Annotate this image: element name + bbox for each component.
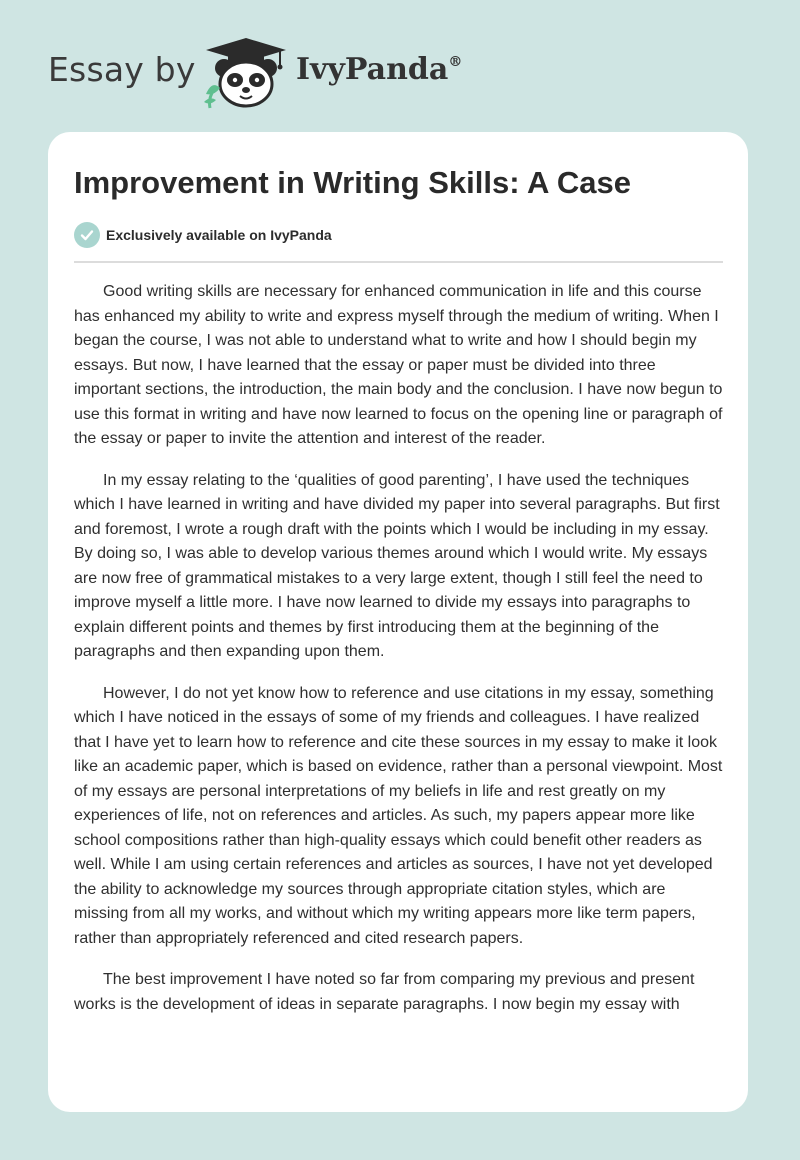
panda-graduate-logo-icon[interactable] [200, 36, 292, 110]
site-header [0, 0, 800, 130]
page-title: Improvement in Writing Skills: A Case [74, 165, 631, 200]
essay-body [74, 280, 724, 1034]
paragraph: In my essay relating to the ‘qualities of good parenting’, I have used the techniques which I have learned in writing and have divided my paper into several paragraphs. But first and foremost, I wrote a rough draft with the points which I would be including in my essay. By doing so, I was able to develop various themes around which I would write. My essays are now free of grammatical mistakes to a very large extent, though I still feel the need to improve myself a little more. I have now learned to divide my essays into paragraphs to explain different points and themes by first introducing them at the beginning of the paragraphs and then expanding upon them. [74, 471, 720, 660]
essay-card [48, 132, 748, 1112]
divider [74, 261, 723, 263]
paragraph: Good writing skills are necessary for enhanced communication in life and this course has enhanced my ability to write and express myself through the medium of writing. When I began the course, I was not able to understand what to write and how I should begin my essays. But now, I have learned that the essay or paper must be divided into three important sections, the introduction, the main body and the conclusion. I have now begun to use this format in writing and have now learned to focus on the opening line or paragraph of the essay or paper to invite the attention and interest of the reader. [74, 283, 723, 447]
registered-mark: ® [448, 54, 463, 70]
badge-text: Exclusively available on IvyPanda [106, 227, 332, 243]
paragraph: However, I do not yet know how to reference and use citations in my essay, something which I have noticed in the essays of some of my friends and colleagues. I have realized that I have yet to learn how to reference and cite these sources in my essay to make it look like an academic paper, which is based on evidence, rather than a personal viewpoint. Most of my essays are personal interpretations of my beliefs in life and rest greatly on my experiences of life, not on references and articles. As such, my papers appear more like school compositions rather than high-quality essays which could benefit other readers as well. While I am using certain references and articles as sources, I have not yet developed the ability to acknowledge my sources through appropriate citation styles, which are missing from all my works, and without which my writing appears more like term papers, rather than appropriately referenced and cited research papers. [74, 684, 723, 947]
exclusive-badge [74, 222, 332, 248]
paragraph: The best improvement I have noted so far from comparing my previous and present works is the development of ideas in separate paragraphs. I now begin my essay with [74, 971, 695, 1013]
check-icon [74, 222, 100, 248]
brand-prefix: Essay by [48, 50, 196, 89]
brand-name[interactable]: IvyPanda® [296, 52, 463, 87]
